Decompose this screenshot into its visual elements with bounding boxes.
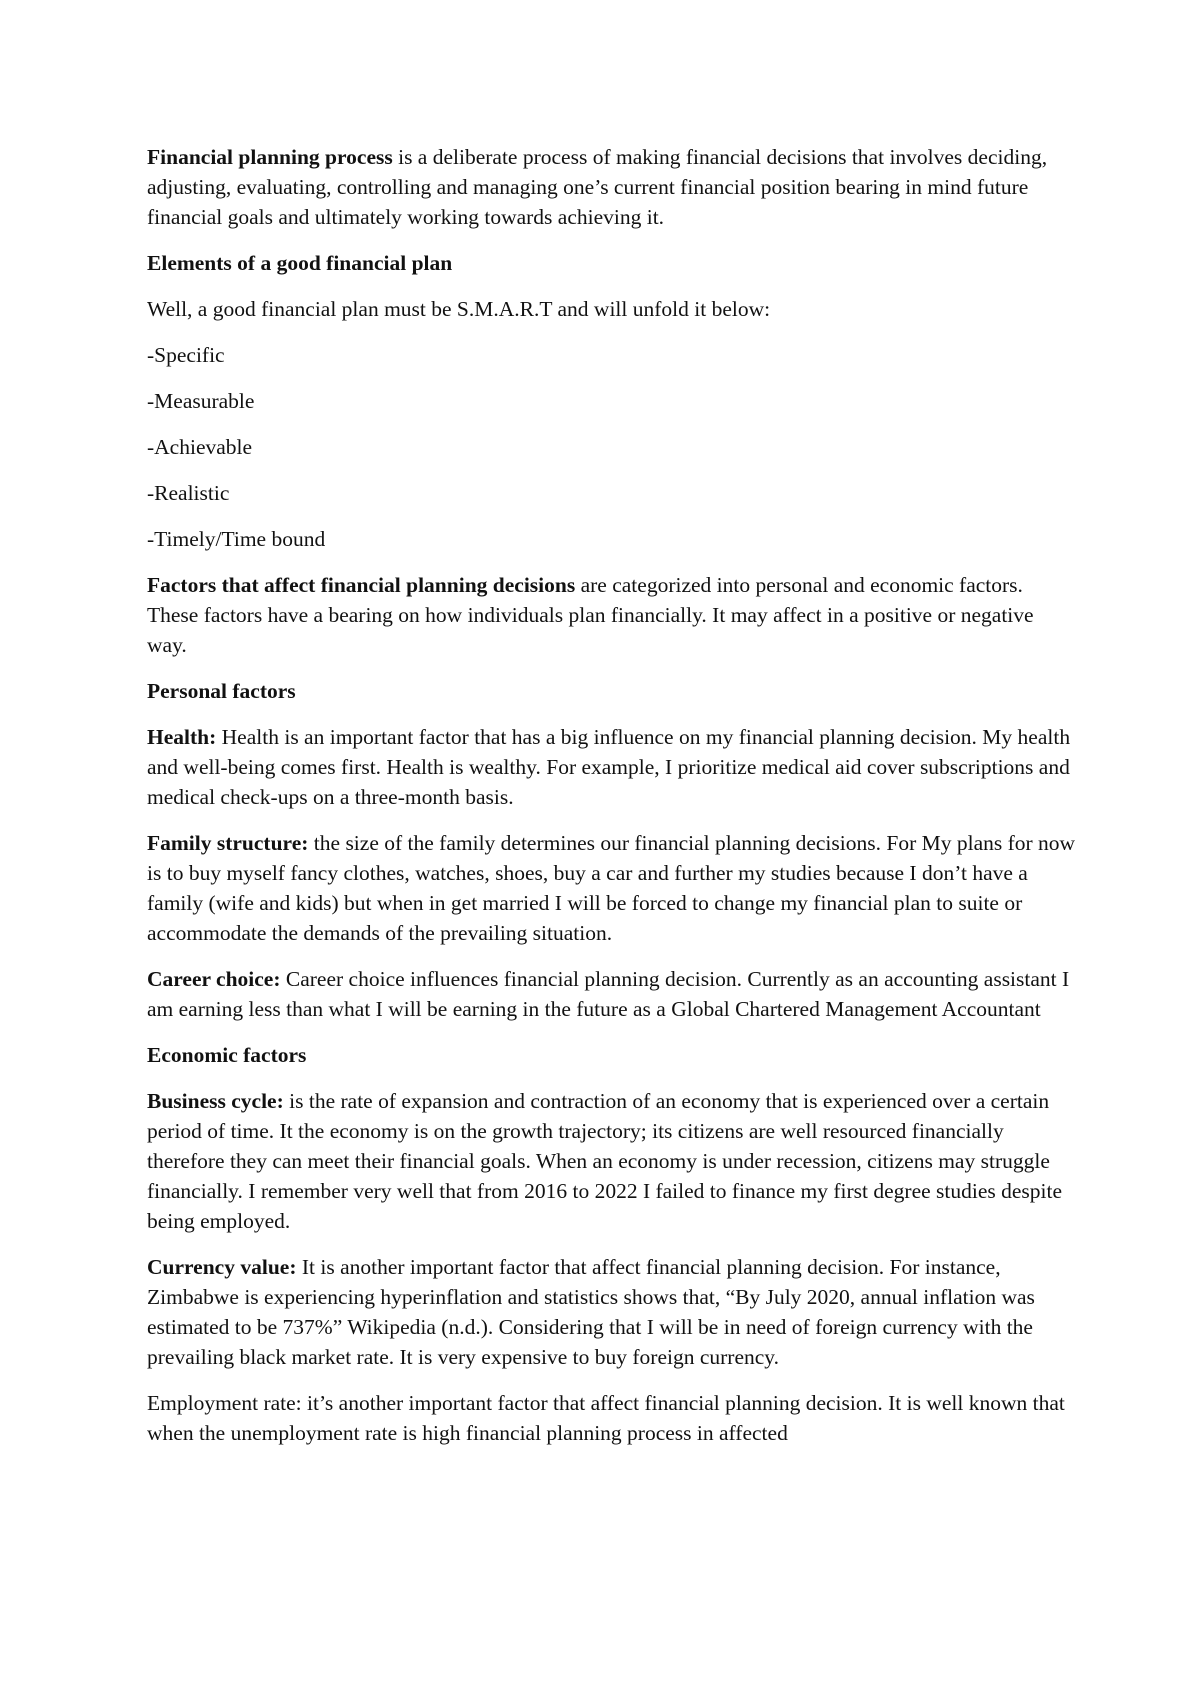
health-term: Health: — [147, 725, 217, 749]
smart-item-timely: -Timely/Time bound — [147, 527, 326, 551]
personal-factors-heading: Personal factors — [147, 679, 296, 703]
intro-text: is a deliberate process of making financial decisions that involves deciding, adjusting, evaluating, controlling and managing one’s current financial position bearing in mind future financial goals and ultimately working towards achieving it. — [147, 145, 1048, 229]
currency-value-term: Currency value: — [147, 1255, 297, 1279]
smart-item-achievable: -Achievable — [147, 435, 253, 459]
currency-value-paragraph — [147, 1252, 1077, 1372]
business-cycle-paragraph — [147, 1086, 1077, 1236]
smart-intro-paragraph: Well, a good financial plan must be S.M.A.R.T and will unfold it below: — [147, 297, 771, 321]
factors-intro-text: are categorized into personal and economic factors. These factors have a bearing on how individuals plan financially. It may affect in a positive or negative way. — [147, 573, 1034, 657]
career-choice-term: Career choice: — [147, 967, 281, 991]
document-body — [147, 142, 1077, 1464]
smart-item-measurable: -Measurable — [147, 389, 255, 413]
factors-intro-paragraph — [147, 570, 1077, 660]
smart-item-realistic: -Realistic — [147, 481, 230, 505]
intro-paragraph — [147, 142, 1077, 232]
currency-value-text: It is another important factor that affect financial planning decision. For instance, Zimbabwe is experiencing hyperinflation and statistics shows that, “By July 2020, annual inflation was estimated to be 737%” Wikipedia (n.d.). Considering that I will be in need of foreign currency with the prevailing black market rate. It is very expensive to buy foreign currency. — [147, 1255, 1035, 1369]
health-paragraph — [147, 722, 1077, 812]
family-structure-paragraph — [147, 828, 1077, 948]
elements-heading: Elements of a good financial plan — [147, 251, 453, 275]
business-cycle-term: Business cycle: — [147, 1089, 284, 1113]
factors-intro-term: Factors that affect financial planning decisions — [147, 573, 576, 597]
career-choice-text: Career choice influences financial planning decision. Currently as an accounting assistant I am earning less than what I will be earning in the future as a Global Chartered Management Accountant — [147, 967, 1070, 1021]
intro-term: Financial planning process — [147, 145, 393, 169]
business-cycle-text: is the rate of expansion and contraction of an economy that is experienced over a certain period of time. It the economy is on the growth trajectory; its citizens are well resourced financially therefore they can meet their financial goals. When an economy is under recession, citizens may struggle financially. I remember very well that from 2016 to 2022 I failed to finance my first degree studies despite being employed. — [147, 1089, 1063, 1233]
family-structure-text: the size of the family determines our financial planning decisions. For My plans for now is to buy myself fancy clothes, watches, shoes, buy a car and further my studies because I don’t have a family (wife and kids) but when in get married I will be forced to change my financial plan to suite or accommodate the demands of the prevailing situation. — [147, 831, 1076, 945]
employment-rate-paragraph: Employment rate: it’s another important factor that affect financial planning decision. It is well known that when the unemployment rate is high financial planning process in affected — [147, 1391, 1065, 1445]
family-structure-term: Family structure: — [147, 831, 309, 855]
career-choice-paragraph — [147, 964, 1077, 1024]
economic-factors-heading: Economic factors — [147, 1043, 307, 1067]
health-text: Health is an important factor that has a big influence on my financial planning decision. My health and well-being comes first. Health is wealthy. For example, I prioritize medical aid cover subscriptions and medical check-ups on a three-month basis. — [147, 725, 1071, 809]
smart-item-specific: -Specific — [147, 343, 225, 367]
